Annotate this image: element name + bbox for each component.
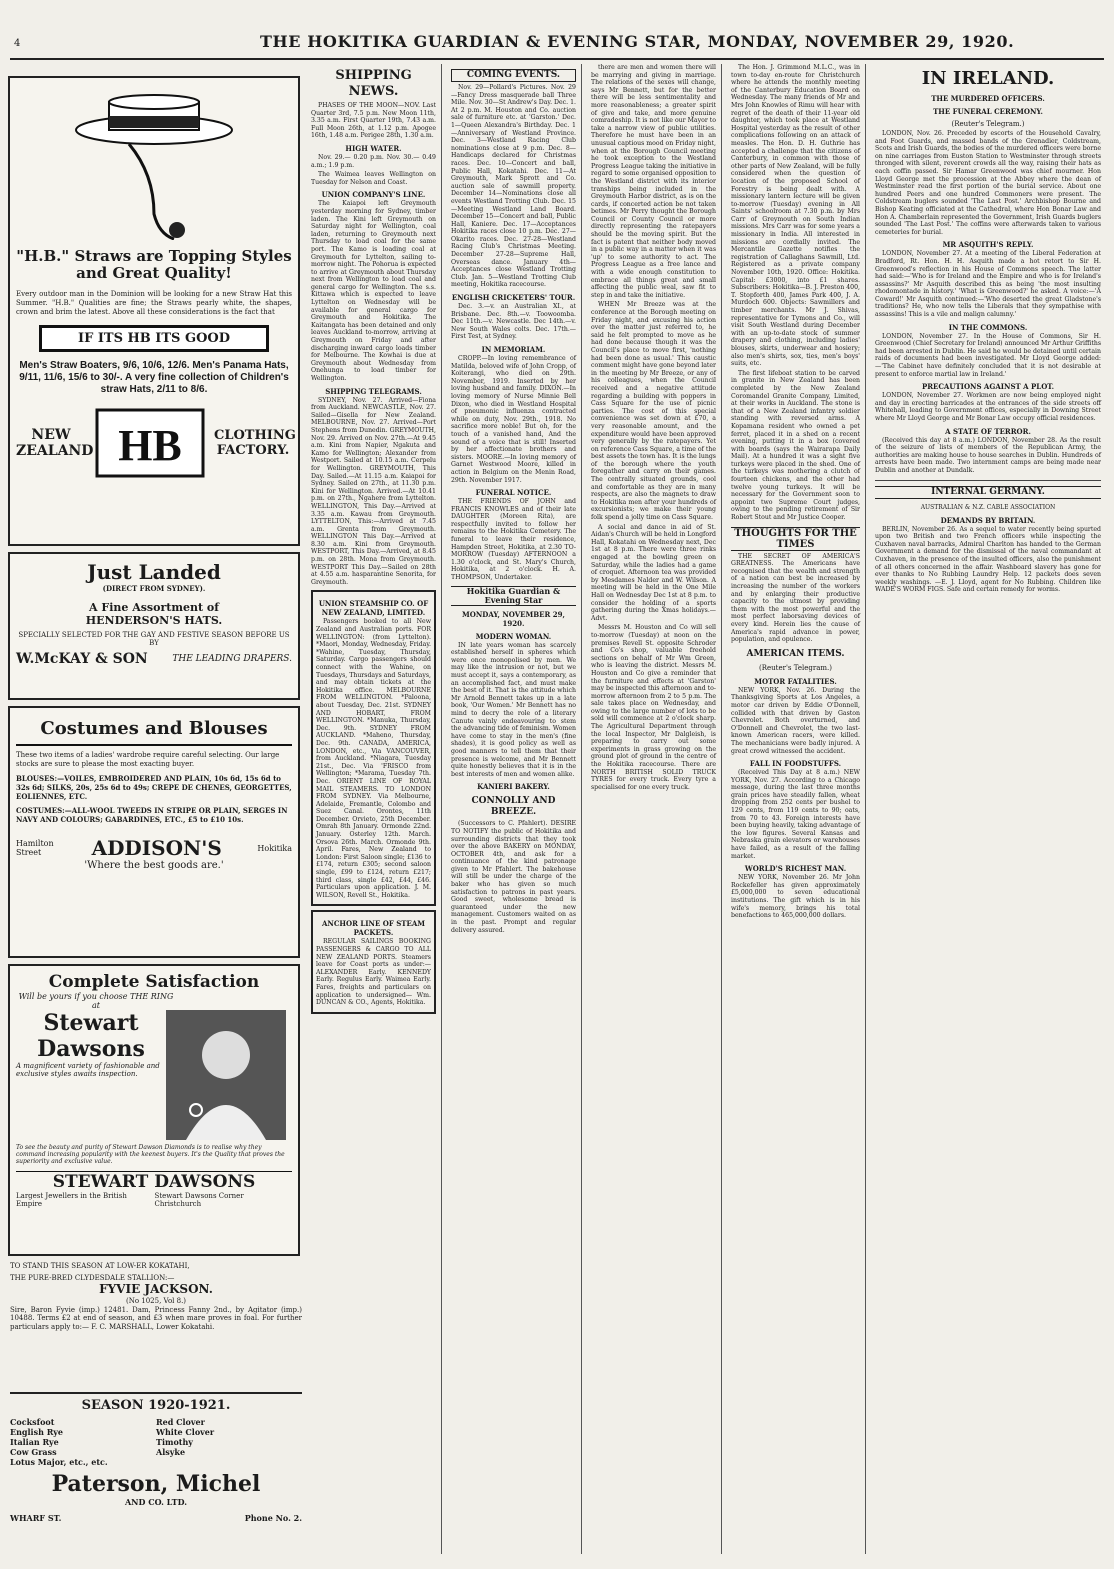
fyvie-name: FYVIE JACKSON. (99, 1282, 213, 1296)
boater-hat-illustration (69, 90, 239, 240)
funeral-body: THE FRIENDS OF JOHN and FRANCIS KNOWLES and of their late DAUGHTER (Moreen Rita), are respectfully invited to follow her remains to the Hokitika Cemetery. The funeral to leave their residence, Hampden Street, Hokitika, at 2.30 TO-MORROW (Tuesday) AFTERNOON a 1.30 o'clock, and St. Mary's Church, Hokitika, at 2 o'clock. H. A. THOMPSON, Undertaker. (451, 498, 576, 582)
fyvie-reg: (No 1025, Vol 8.) (125, 1297, 187, 1305)
germany-body: BERLIN, November 26. As a sequel to water recently being spurted upon two British and two French officers while inspecting the Cuxhaven naval barracks, Admiral Charlton has handed to the German Government a demand for the dismissal of the naval commandant at Cuxhaven, in the presence of the insulted officers, also the punishment of all others concerned in the affair. Washboard slavery has gone for ever thanks to No Rubbing Laundry Help. 12 packets does seven weekly washings. —E. J. Lloyd, agent for No Rubbing. Children like WADE'S WORM FIGS. Safe and certain remedy for worms. (875, 525, 1101, 594)
page-header (0, 0, 1114, 56)
addisons-firm: ADDISON'S (91, 836, 222, 860)
plot-title: PRECAUTIONS AGAINST A PLOT. (921, 382, 1055, 392)
seed-item: Cow Grass (10, 1447, 57, 1457)
just-landed-line2: HENDERSON'S HATS. (85, 614, 223, 627)
motor-title: MOTOR FATALITIES. (754, 676, 837, 686)
just-landed-line1: A Fine Assortment of (89, 601, 219, 614)
coming-events-title: COMING EVENTS. (451, 69, 576, 82)
paterson-firm: Paterson, Michel (51, 1471, 261, 1497)
rich-title: WORLD'S RICHEST MAN. (744, 864, 847, 874)
plot-body: LONDON, November 27. Workmen are now being employed night and day in erecting barricades at the entrances of the side streets off Whitehall, leading to Government offices, especially in Downing Street where Mr Lloyd George and Mr Bonar Law occupy official residences. (875, 392, 1101, 422)
fyvie-head: TO STAND THIS SEASON AT LOW-ER KOKATAHI, (10, 1262, 190, 1270)
paper-masthead: Hokitika Guardian & Evening Star (451, 586, 576, 606)
news-body-a: there are men and women there will be marrying and giving in marriage. The relations of the sexes will change, says Mr Bennett, but for the better there will be less sentimentality and more reasonableness; a greater spirit of give and take, and more genuine comradeship. It is not like our Mayor to take a narrow view of public utilities. Therefore he must have been in an unusual captious mood on Friday night, when at the Borough Council meeting he took exception to the Westland Progress League taking the initiative in regard to some organised opposition to the Westland district with its interior tranships being included in the Greymouth Harbor district, as is on the cards, if concerted action be not taken betimes. Mr Perry thought the Borough Council or County Council or more directly representing the ratepayers should be the moving spirit. But the fact is patent that neither body moved in a public way in a matter when it was 'up' to some authority to act. The Progress League as a free lance and with a wide enough constitution to embrace all things great and small affecting the public weal, saw fit to step in and take the initiative. (591, 64, 716, 299)
fyvie-body: Sire, Baron Fyvie (imp.) 12481. Dam, Princess Fanny 2nd., by Agitator (imp.) 10488. Terms £2 at end of season, and £3 when mare proves in foal. For further particulars apply to:— F. C. MARSHALL, Lower Kokatahi. (10, 1305, 302, 1331)
stewart-fine-print: To see the beauty and purity of Stewart Dawson Diamonds is to realise why they command increasing popularity with the keenest buyers. It's the Quality that proves the superiority and exclusive value. (16, 1144, 285, 1165)
usc-title: UNION STEAMSHIP CO. OF NEW ZEALAND, LIMITED. (318, 599, 429, 618)
just-landed-ad (8, 552, 300, 700)
events-column (446, 64, 582, 1554)
news-column-a (586, 64, 722, 1554)
fyvie-the: THE PURE-BRED CLYDESDALE STALLION:— (10, 1273, 175, 1282)
shipping-telegrams-body: SYDNEY, Nov. 27. Arrived—Fiona from Auckland. NEWCASTLE, Nov. 27. Sailed—Gisella for New Zealand. MELBOURNE, Nov. 27. Arrived—Port Stephens from Dunedin. GREYMOUTH, Nov. 29. Arrived on Nov. 27th.—At 9.45 a.m. Kini from Napier, Ngakuta and Kamo for Wellington; Alexander from Westport. Sailed at 10.15 a.m. Cerpelu for Wellington. GREYMOUTH, This Day. Sailed.—At 11.15 a.m. Kaiapoi for Sydney. Sailed on 27th., at 11.30 p.m. Kini for Wellington. Arrived.—At 10.41 p.m. on 27th., Ngahere from Lyttelton. WELLINGTON, This Day.—Arrived at 3.35 a.m. Kawau from Greymouth. LYTTELTON, This:—Arrived at 7.45 a.m. Grenta from Greymouth. WELLINGTON This Day.—Arrived at 8.30 a.m. Kini from Greymouth. WESTPORT, This Day.—Arrived, at 8.45 p.m. on 28th. Mona from Greymouth. WESTPORT This Day.—Sailed on 28th at 4.55 a.m. hasparantine Senorita, for Greymouth. (311, 396, 436, 586)
stewart-name: Stewart (43, 1010, 139, 1036)
seed-item: Timothy (156, 1437, 193, 1447)
woman-portrait-illustration (166, 1010, 286, 1140)
commons-title: IN THE COMMONS. (948, 322, 1028, 332)
seed-item: Italian Rye (10, 1437, 59, 1447)
local-notes: A social and dance in aid of St. Aidan's Church will be held in Longford Hall, Kokatahi on Wednesday next, Dec 1st at 8 p.m. There were three rinks engaged at the bowling green on Saturday, while the ladies had a game of croquet. Afternoon tea was provided by Mesdames Nalder and W. Wilson. A meeting will be held in the One Mile Hall on Wednesday Dec 1st at 8 p.m. to consider the holding of a sports gathering during the Xmas holidays.— Advt. (591, 523, 716, 622)
new-zealand-label: NEW ZEALAND (16, 427, 94, 459)
leading-drapers: THE LEADING DRAPERS. (172, 654, 292, 664)
stewart-dawsons-firm: STEWART DAWSONS (16, 1171, 292, 1192)
stewart-desc: A magnificent variety of fashionable and exclusive styles awaits inspection. (16, 1062, 160, 1078)
news-column-b (726, 64, 866, 1554)
union-line-body: The Kaiapoi left Greymouth yesterday morning for Sydney, timber laden. The Kini left Greymouth on Saturday night for Wellington, coal laden, returning to Greymouth next Thursday to load coal for the same port. The Kamo is loading coal at Greymouth for Lyttelton, sailing to-morrow night. The Pohorua is expected to arrive at Greymouth about Thursday next from Wellington to load coal and general cargo for Wellington. The s.s. Kittawa which is expected to leave Lyttelton on Wednesday will be available for general cargo for Greymouth and Hokitika. The Kaitangata has been detained and only leaves Auckland to-morrow, arriving at Greymouth on Friday and after discharging inward cargo loads timber for Melbourne. The Kowhai is due at Greymouth about Wednesday from Onehunga to load timber for Wellington. (311, 200, 436, 382)
costumes-list: COSTUMES:—ALL-WOOL TWEEDS IN STRIPE OR PLAIN, SERGES IN NAVY AND COLOURS; GABARDINES, ETC., £5 to £10 10s. (16, 806, 288, 824)
blouses-list: BLOUSES:—VOILES, EMBROIDERED AND PLAIN, 10s 6d, 15s 6d to 32s 6d; SILKS, 20s, 25s 6d to 49s; CREPE DE CHENES, GEORGETTES, EOLIENNES, ETC. (16, 774, 292, 801)
union-line-title: UNION COMPANY'S LINE. (321, 190, 426, 200)
costumes-intro: These two items of a ladies' wardrobe require careful selecting. Our large stocks are sure to please the most exacting buyer. (16, 751, 280, 768)
header-rule (10, 58, 1104, 60)
memoriam-body: CROPP.—In loving remembrance of Matilda, beloved wife of John Cropp, of Koiterangi, who died on 29th. November, 1919. Inserted by her loving husband and family. DIXON.—In loving memory of Nurse Minnie Bell Dixon, who died in Westland Hospital of pneumonic influenza contracted while on duty, Nov. 29th., 1918. No sacrifice more noble! But oh, for the touch of a vanished hand, And the sound of a voice that is still! Inserted by her affectionate brothers and sisters. MOORE.—In loving memory of Garnet Westwood Moore, killed in action in Belgium on the Menin Road, 29th. November 1917. (451, 355, 576, 484)
dawsons-name: Dawsons (37, 1036, 145, 1062)
cricket-title: ENGLISH CRICKETERS' TOUR. (451, 293, 576, 303)
seed-item: Alsyke (156, 1447, 186, 1457)
mckay-firm: W.McKAY & SON (16, 651, 148, 667)
seed-item: Red Clover (156, 1417, 205, 1427)
terror-body: (Received this day at 8 a.m.) LONDON, November 28. As the result of the seizure of lists of members of the Republican Army, the authorities are making house to house searches in Dublin. Hundreds of arrests have been made. Two internment camps are being made near Dublin and another at Dundalk. (875, 436, 1101, 474)
stewart-foot1: Largest Jewellers in the British Empire (16, 1192, 127, 1208)
paterson-ad (10, 1392, 302, 1523)
costumes-title: Costumes and Blouses (16, 714, 292, 746)
food-body: (Received This Day at 8 a.m.) NEW YORK, Nov. 27. According to a Chicago message, during the last three months grain prices have steadily fallen, wheat dropping from 252 cents per bushel to 129 cents, from 119 cents to 90; oats, from 70 to 43. Foreign interests have been buying heavily, taking advantage of the low figures. Several Kansas and Nebraska grain elevators or warehouses have failed, as a result of the falling market. (731, 769, 860, 860)
straws-title: "H.B." Straws are Topping Styles and Great Quality! (16, 247, 292, 282)
paterson-co: AND CO. LTD. (124, 1497, 188, 1507)
anchor-title: ANCHOR LINE OF STEAM PACKETS. (321, 919, 426, 938)
houston-notes: Messrs M. Houston and Co will sell to-morrow (Tuesday) at noon on the premises Revell St. opposite Schroder and Co's shop, valuable freehold sections on behalf of Mr Wm Green, who is leaving the district. Messrs M. Houston and Co give a reminder that the furniture and effects at 'Garston' may be inspected this afternoon and to-morrow afternoon from 2 to 5 p.m. The sale takes place on Wednesday, and owing to the large number of lots to be sold will commence at 2 o'clock sharp. The Agricultural Department through the local Inspector, Mr Dalgleish, is preparing to carry out some experiments in grass growing on the ground plot of ground in the centre of the Hokitika racecourse. There are NORTH BRITISH SOLID TRUCK TYRES for every truck. Every tyre a specialised for one every truck. (591, 624, 716, 791)
commons-body: LONDON, November 27. In the House of Commons, Sir H. Greenwood (Chief Secretary for Ireland) announced Mr Arthur Griffiths had been arrested in Dublin. He said he would be detained until certain raids of documents had been investigated. Mr Lloyd George added:—'The Cabinet have definitely concluded that it is not desirable at present to enforce martial law in Ireland.' (875, 332, 1101, 378)
stewart-sub: Will be yours if you choose THE RING at (18, 992, 174, 1010)
shipping-telegrams-title: SHIPPING TELEGRAMS. (325, 386, 422, 396)
hamilton-street: Hamilton Street (16, 839, 54, 857)
season-title: SEASON 1920-1921. (81, 1398, 231, 1413)
straws-ad (8, 76, 300, 546)
ireland-title: IN IRELAND. (921, 68, 1055, 89)
high-water: Nov. 29.— 0.20 p.m. Nov. 30.— 0.49 a.m.; 1.9 p.m. (311, 153, 436, 169)
hokitika-town: Hokitika (257, 843, 292, 853)
seed-item: White Clover (156, 1427, 215, 1437)
seed-item: Cocksfoot (10, 1417, 55, 1427)
shipping-title: SHIPPING NEWS. (335, 68, 412, 99)
germany-demands: DEMANDS BY BRITAIN. (940, 515, 1036, 525)
germany-sub: AUSTRALIAN & N.Z. CABLE ASSOCIATION (920, 503, 1056, 511)
news-body-b: WHEN Mr Breeze was at the conference at the Borough meeting on Friday night, and excusing his action over the matter just referred to, he said he felt prompted to move as he had done because though it was the Council's place to move first, 'nothing had been done as usual.' This caustic comment might have gone beyond later in the meeting by Mr Breeze, or any of his colleagues, when the Council received and a negative attitude regarding a building with poppers in Cass Square for the use of picnic parties. The cost of this special convenience was set down at £70, a very reasonable amount, and the expenditure would have been approved very generally by the ratepayers. Yet on reference Cass Square, a time of the best assets the town has. It is the lungs of the borough where the youth foregather and carry on their games. The centrally situated grounds, cool and comfortable as they are in many respects, are also the magnets to draw to Hokitika men after your hundreds of excursionists; we make their young folk spend a jolly time on Cass Square. (591, 301, 716, 522)
straws-prices: Men's Straw Boaters, 9/6, 10/6, 12/6. Men's Panama Hats, 9/11, 11/6, 15/6 to 30/-. A very fine collection of Children's straw Hats, 2/11 to 8/6. (19, 360, 289, 395)
shipping-column (306, 64, 442, 1554)
just-landed-line3: SPECIALLY SELECTED FOR THE GAY AND FESTIVE SEASON BEFORE US BY (18, 631, 290, 647)
kanieri-title: KANIERI BAKERY. (477, 782, 550, 792)
editorial-title: MODERN WOMAN. (475, 631, 552, 641)
svg-text:HB: HB (118, 421, 182, 470)
usc-body: Passengers booked to all New Zealand and Australian ports. FOR WELLINGTON: (from Lyttelton). *Maori, Monday, Wednesday, Friday. *Wahine, Tuesday, Thursday, Saturday. Cargo passengers should connect with the Wahine, on Tuesdays, Thursdays and Saturdays, and may obtain tickets at the Hokitika office. MELBOURNE FROM WELLINGTON. *Paloona, about Tuesday, Dec. 21st. SYDNEY AND HOBART, FROM WELLINGTON. *Manuka, Thursday, Dec. 9th. SYDNEY FROM AUCKLAND. *Maheno, Thursday, Dec. 9th. CANADA, AMERICA, LONDON, etc., Via VANCOUVER, from Auckland. *Niagara, Tuesday 21st., Dec. Via 'FRISCO from Wellington; *Marama, Tuesday 7th. Dec. ORIENT LINE OF ROYAL MAIL STEAMERS. TO LONDON FROM SYDNEY. Via Melbourne, Adelaide, Fremantle, Colombo and Suez Canal. Orontes, 11th December. Orvieto, 25th December. Omrah 8th January. Ormonde 22nd. January. Osterley 12th. March. Orsova 26th. March. Ormonde 9th. April. Fares, New Zealand to London: First Saloon single; £136 to £174, return £305; second saloon single, £99 to £124, return £217; third class, single £42, £44, £46. Particulars upon application. J. M. WILSON, Revell St., Hokitika. (316, 618, 431, 899)
page-number: 4 (14, 38, 21, 49)
memoriam-title: IN MEMORIAM. (481, 345, 546, 354)
seed-item: Lotus Major, etc., etc. (10, 1457, 108, 1467)
stewart-dawsons-ad (8, 964, 300, 1256)
masthead: THE HOKITIKA GUARDIAN & EVENING STAR, MONDAY, NOVEMBER 29, 1920. (260, 32, 1015, 51)
addisons-tag: 'Where the best goods are.' (84, 860, 224, 871)
phone-number: Phone No. 2. (244, 1513, 302, 1523)
coming-events: Nov. 29—Pollard's Pictures. Nov. 29—Fancy Dress masquerade ball Three Mile. Nov. 30—St Andrew's Day. Dec. 1. At 2 p.m. M. Houston and Co. auction sale of furniture etc. at 'Garston.' Dec. 1—Queen Alexandra's Birthday. Dec. 1—Anniversary of Westland Province. Dec. 3—Westland Racing Club nominations close at 9 p.m. Dec. 8—Handicaps declared for Christmas races. Dec. 10—Concert and ball, Public Hall, Kokatahi. Dec. 11—At Greymouth, Mark Sprott and Co. auction sale of sawmill property. December 14—Nominations close all events Westland Trotting Club. Dec. 15—Meeting Westland Land Board. December 15—Concert and ball, Public Hall, Kaniere. Dec. 17—Acceptances Hokitika races close 10 p.m. Dec. 27—Okarito races. Dec. 27-28—Westland Racing Club's Christmas Meeting. December 27-28—Supreme Hall, Overseas dance. January 4th—Acceptances close Westland Trotting Club. Jan. 5—Westland Trotting Club meeting, Hokitika racecourse. (451, 84, 576, 289)
rich-body: NEW YORK, November 26. Mr John Rockefeller has given approximately £5,000,000 to seven educational institutions. The gift which is in his wife's memory, brings his total benefactions to 465,000,000 dollars. (731, 874, 860, 920)
local-news: The Hon. J. Grimmond M.L.C., was in town to-day en-route for Christchurch where he attends the monthly meeting of the Canterbury Education Board on Wednesday. The many friends of Mr and Mrs John Knowles of Rimu will hear with regret of the death of their 11-year old daughter, which took place at Westland Hospital yesterday as the result of other complications following on an attack of measles. The Hon. D. H. Guthrie has accepted a challenge that the citizens of Canterbury, in common with those of other parts of New Zealand, will be fully considered when the question of location of the proposed School of Forestry is being dealt with. A missionary lantern lecture will be given to-morrow (Tuesday) evening in All Saints' schoolroom at 7.30 p.m. by Mrs Carr of Greymouth on South Indian missions. Mrs Carr was for some years a missionary in India. All interested in missions are cordially invited. The Mercantile Gazette notifies the registration of Callaghans Sawmill, Ltd. Registered as a private company November 10th, 1920. Office: Hokitika. Capital: £3000, into £1 shares. Subscribers: Hokitika—B. J. Preston 400, T. Stopforth 400, James Park 400, J. A. Murdoch 600. Objects: Sawmillers and timber merchants. Mr J. Shivas, representative for Tymons and Co., will visit South Westland during December with an up-to-date stock of summer drapery and clothing, including ladies' blouses, skirts, underwear and hosiery; also men's shirts, sox, ties, men's boys' suits, etc. (731, 64, 860, 368)
high-water-title: HIGH WATER. (345, 143, 402, 153)
motor-body: NEW YORK, Nov. 26. During the Thanksgiving Sports at Los Angeles, a motor car driven by Eddie O'Donnell, collided with that driven by Gaston Chevrolet. Both overturned, and O'Donnell and Chevrolet, the two last-known American racers, were killed. The mechanicians were badly injured. A great crowd witnessed the accident. (731, 686, 860, 755)
asquith-body: LONDON, November 27. At a meeting of the Liberal Federation at Bradford, Rt. Hon. H. H. Asquith made a hot retort to Sir H. Greenwood's reflection in his House of Commons speech. The latter had said:—'Who is for Ireland and the Empire and who is for Ireland's assassins?' Mr Asquith described this as being 'the most insulting rhodomontade in history.' 'What is Greenwood?' he asked. A voice:—'A Coward!' Mr Asquith continued:—'Who deserted the great Gladstone's traditions? He, who now tells the Liberals that they sympathise with assassins! This is a vile and malign calumny.' (875, 250, 1101, 319)
thoughts-title: THOUGHTS FOR THE TIMES (731, 527, 860, 551)
waimea-note: The Waimea leaves Wellington on Tuesday for Nelson and Coast. (311, 171, 436, 186)
costumes-ad (8, 706, 300, 958)
fyvie-ad (10, 1262, 302, 1331)
funeral-title: FUNERAL NOTICE. (475, 488, 552, 498)
stewart-foot2: Stewart Dawsons Corner Christchurch (154, 1192, 244, 1208)
food-title: FALL IN FOODSTUFFS. (749, 759, 842, 769)
straws-body: Every outdoor man in the Dominion will be looking for a new Straw Hat this Summer. "H.B." Qualities are fine; the Straws pearly white, the shapes, crown and brim the latest. Above all these considerations is the fact that (16, 290, 292, 316)
american-items-sub: (Reuter's Telegram.) (759, 663, 832, 672)
germany-title: INTERNAL GERMANY. (875, 486, 1101, 499)
ireland-t2: THE FUNERAL CEREMONY. (933, 107, 1043, 116)
ireland-column (870, 64, 1106, 1554)
hb-logo-icon (95, 408, 205, 478)
ireland-body: LONDON, Nov. 26. Preceded by escorts of the Household Cavalry, and Foot Guards, and massed bands of the Grenadier, Coldstream, Scots and Irish Guards, the bodies of the murdered officers were borne on nine carriages from Euston Station to Westminster through streets thronged with silent, reverent crowds all the way, raising their hats as each coffin passed. Sir Hamar Greenwood was chief mourner. Hon Lloyd George met the procession at the Abbey where the dean of Westminster read the first portion of the burial service. About one hundred Peers and one hundred Commoners were present. The Coldstream buglers sounded 'The Last Post.' Archbishop Bourne and Bishop Keating officiated at the Cathedral, where Hon Bonar Law and Hon A. Chamberlain represented the Government, Irish Guards buglers sounded 'The Last Post.' The coffins were afterwards taken to various cemeteries for burial. (875, 130, 1101, 236)
ireland-sub: (Reuter's Telegram.) (951, 120, 1025, 128)
wharf-st: WHARF ST. (10, 1513, 62, 1523)
editorial-body: IN late years woman has scarcely established herself in spheres which were once monopolised by men. We may like the intrusion or not, but we must accept it, says a contemporary, as an accomplished fact, and must make the best of it. That is the attitude which Mr Arnold Bennett takes up in a late book, 'Our Women.' Mr Bennett has no mind to decry the role of a literary Canute vainly endeavouring to stem the advancing tide of feminism. Women have come to stay in the men's (fine shades), it is good policy as well as good manners to tell them that their presence is welcome, and Mr Bennett quite honestly believes that it is in the best interests of men and women alike. (451, 641, 576, 778)
anchor-body: REGULAR SAILINGS BOOKING PASSENGERS & CARGO TO ALL NEW ZEALAND PORTS. Steamers leave for Coast ports as under:— ALEXANDER Early. KENNEDY Early. Regulus Early. Waimea Early. Fares, freights and particulars on application to undersigned— Wm. DUNCAN & CO., Agents, Hokitika. (316, 938, 431, 1007)
connolly-title: CONNOLLY AND BREEZE. (471, 796, 556, 818)
complete-satisfaction: Complete Satisfaction (48, 972, 260, 992)
ireland-t1: THE MURDERED OFFICERS. (931, 94, 1045, 103)
just-landed-sub: (DIRECT FROM SYDNEY). (102, 584, 206, 593)
clothing-factory-label: CLOTHING FACTORY. (214, 428, 296, 458)
moon-phases: PHASES OF THE MOON—NOV. Last Quarter 3rd, 7.5 p.m. New Moon 11th, 3.35 a.m. First Quarter 19th, 7.43 a.m. Full Moon 26th, at 1.12 p.m. Apogee 16th, 1.48 a.m. Perigee 28th, 1.30 a.m. (311, 102, 436, 140)
seed-item: English Rye (10, 1427, 63, 1437)
if-its-hb-logo: IF ITS HB ITS GOOD (39, 325, 269, 352)
terror-title: A STATE OF TERROR. (945, 426, 1031, 436)
editorial-date: MONDAY, NOVEMBER 29, 1920. (462, 609, 565, 628)
asquith-title: MR ASQUITH'S REPLY. (942, 240, 1034, 250)
misc-news: The first lifeboat station to be carved in granite in New Zealand has been completed by the New Zealand Coromandel Granite Company, Limited, at their works in Auckland. The stone is that of a New Zealand infantry soldier standing with reversed arms. A Kopamana resident who owned a pet ferret, placed it in a shed on a recent evening, putting it in a box (covered with boards (says the Wairarapa Daily Mail). At a hundred it was a sight five turkeys were placed in the shed. One of the turkeys was mothering a clutch of fourteen chickens, and the other had twelve young turkeys. It will be necessary for the Government soon to appoint two Supreme Court judges, owing to the pending retirement of Sir Robert Stout and Mr Justice Cooper. (731, 369, 860, 522)
cricket-body: Dec. 3.—v. an Australian XI., at Brisbane. Dec. 8th.—v. Toowoomba. Dec 11th.—v. Newcastle. Dec 14th.—v. New South Wales colts. Dec. 17th.—First Test, at Sydney. (451, 303, 576, 341)
american-items-title: AMERICAN ITEMS. (746, 648, 845, 659)
connolly-body: (Successors to C. Pfahlert). DESIRE TO NOTIFY the public of Hokitika and surrounding districts that they took over the above BAKERY on MONDAY, OCTOBER 4th, and ask for a continuance of the kind patronage given to Mr Pfahlert. The bakehouse will still be under the charge of the baker who has given so much satisfaction to patrons in past years. Good sweet, wholesome bread is guaranteed under the new management. Customers waited on as in the past. Prompt and regular delivery assured. (451, 820, 576, 934)
thoughts-body: THE SECRET OF AMERICA'S GREATNESS. The Americans have recognised that the wealth and strength of a nation can best be increased by increasing the number of the workers and by enlarging their productive capacity to the utmost by providing them with the most powerful and the most perfect laborsaving devices of every kind. Herein lies the cause of America's rapid advance in power, population, and opulence. (731, 552, 860, 644)
just-landed-title: Just Landed (87, 560, 221, 584)
